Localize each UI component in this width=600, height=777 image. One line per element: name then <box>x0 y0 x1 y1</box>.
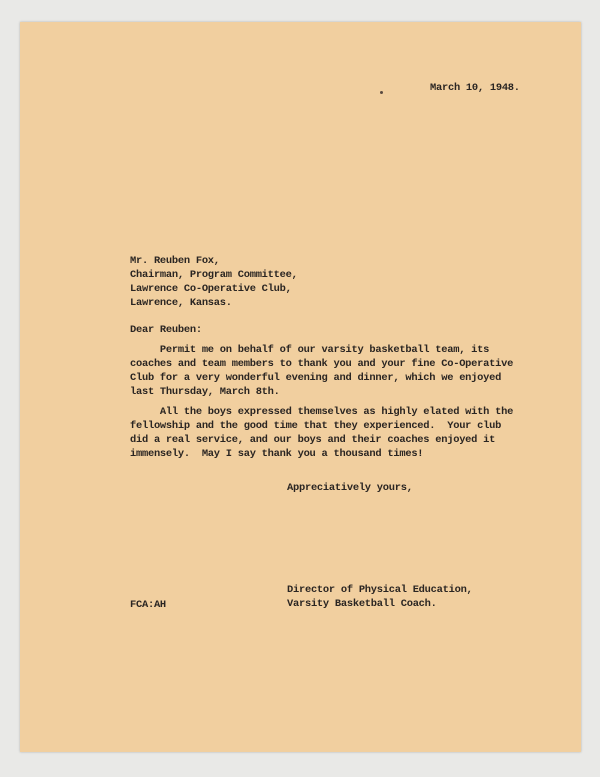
body-paragraph-1-line: Permit me on behalf of our varsity basketball team, its <box>130 344 490 356</box>
signature-title-line: Varsity Basketball Coach. <box>287 598 437 610</box>
letter-page <box>20 22 581 752</box>
body-paragraph-1-line: last Thursday, March 8th. <box>130 386 280 398</box>
body-paragraph-2-line: immensely. May I say thank you a thousand times! <box>130 448 424 460</box>
ink-speck <box>380 91 383 94</box>
typist-initials: FCA:AH <box>130 599 166 611</box>
recipient-line: Chairman, Program Committee, <box>130 269 298 281</box>
salutation: Dear Reuben: <box>130 324 202 336</box>
body-paragraph-1-line: coaches and team members to thank you and your fine Co-Operative <box>130 358 514 370</box>
body-paragraph-2-line: did a real service, and our boys and their coaches enjoyed it <box>130 434 496 446</box>
recipient-line: Lawrence Co-Operative Club, <box>130 283 292 295</box>
letter-date: March 10, 1948. <box>430 82 520 94</box>
body-paragraph-2-line: All the boys expressed themselves as highly elated with the <box>130 406 514 418</box>
body-paragraph-2-line: fellowship and the good time that they experienced. Your club <box>130 420 502 432</box>
body-paragraph-1-line: Club for a very wonderful evening and dinner, which we enjoyed <box>130 372 502 384</box>
recipient-line: Mr. Reuben Fox, <box>130 255 220 267</box>
signature-title-line: Director of Physical Education, <box>287 584 473 596</box>
closing: Appreciatively yours, <box>287 482 413 494</box>
recipient-line: Lawrence, Kansas. <box>130 297 232 309</box>
